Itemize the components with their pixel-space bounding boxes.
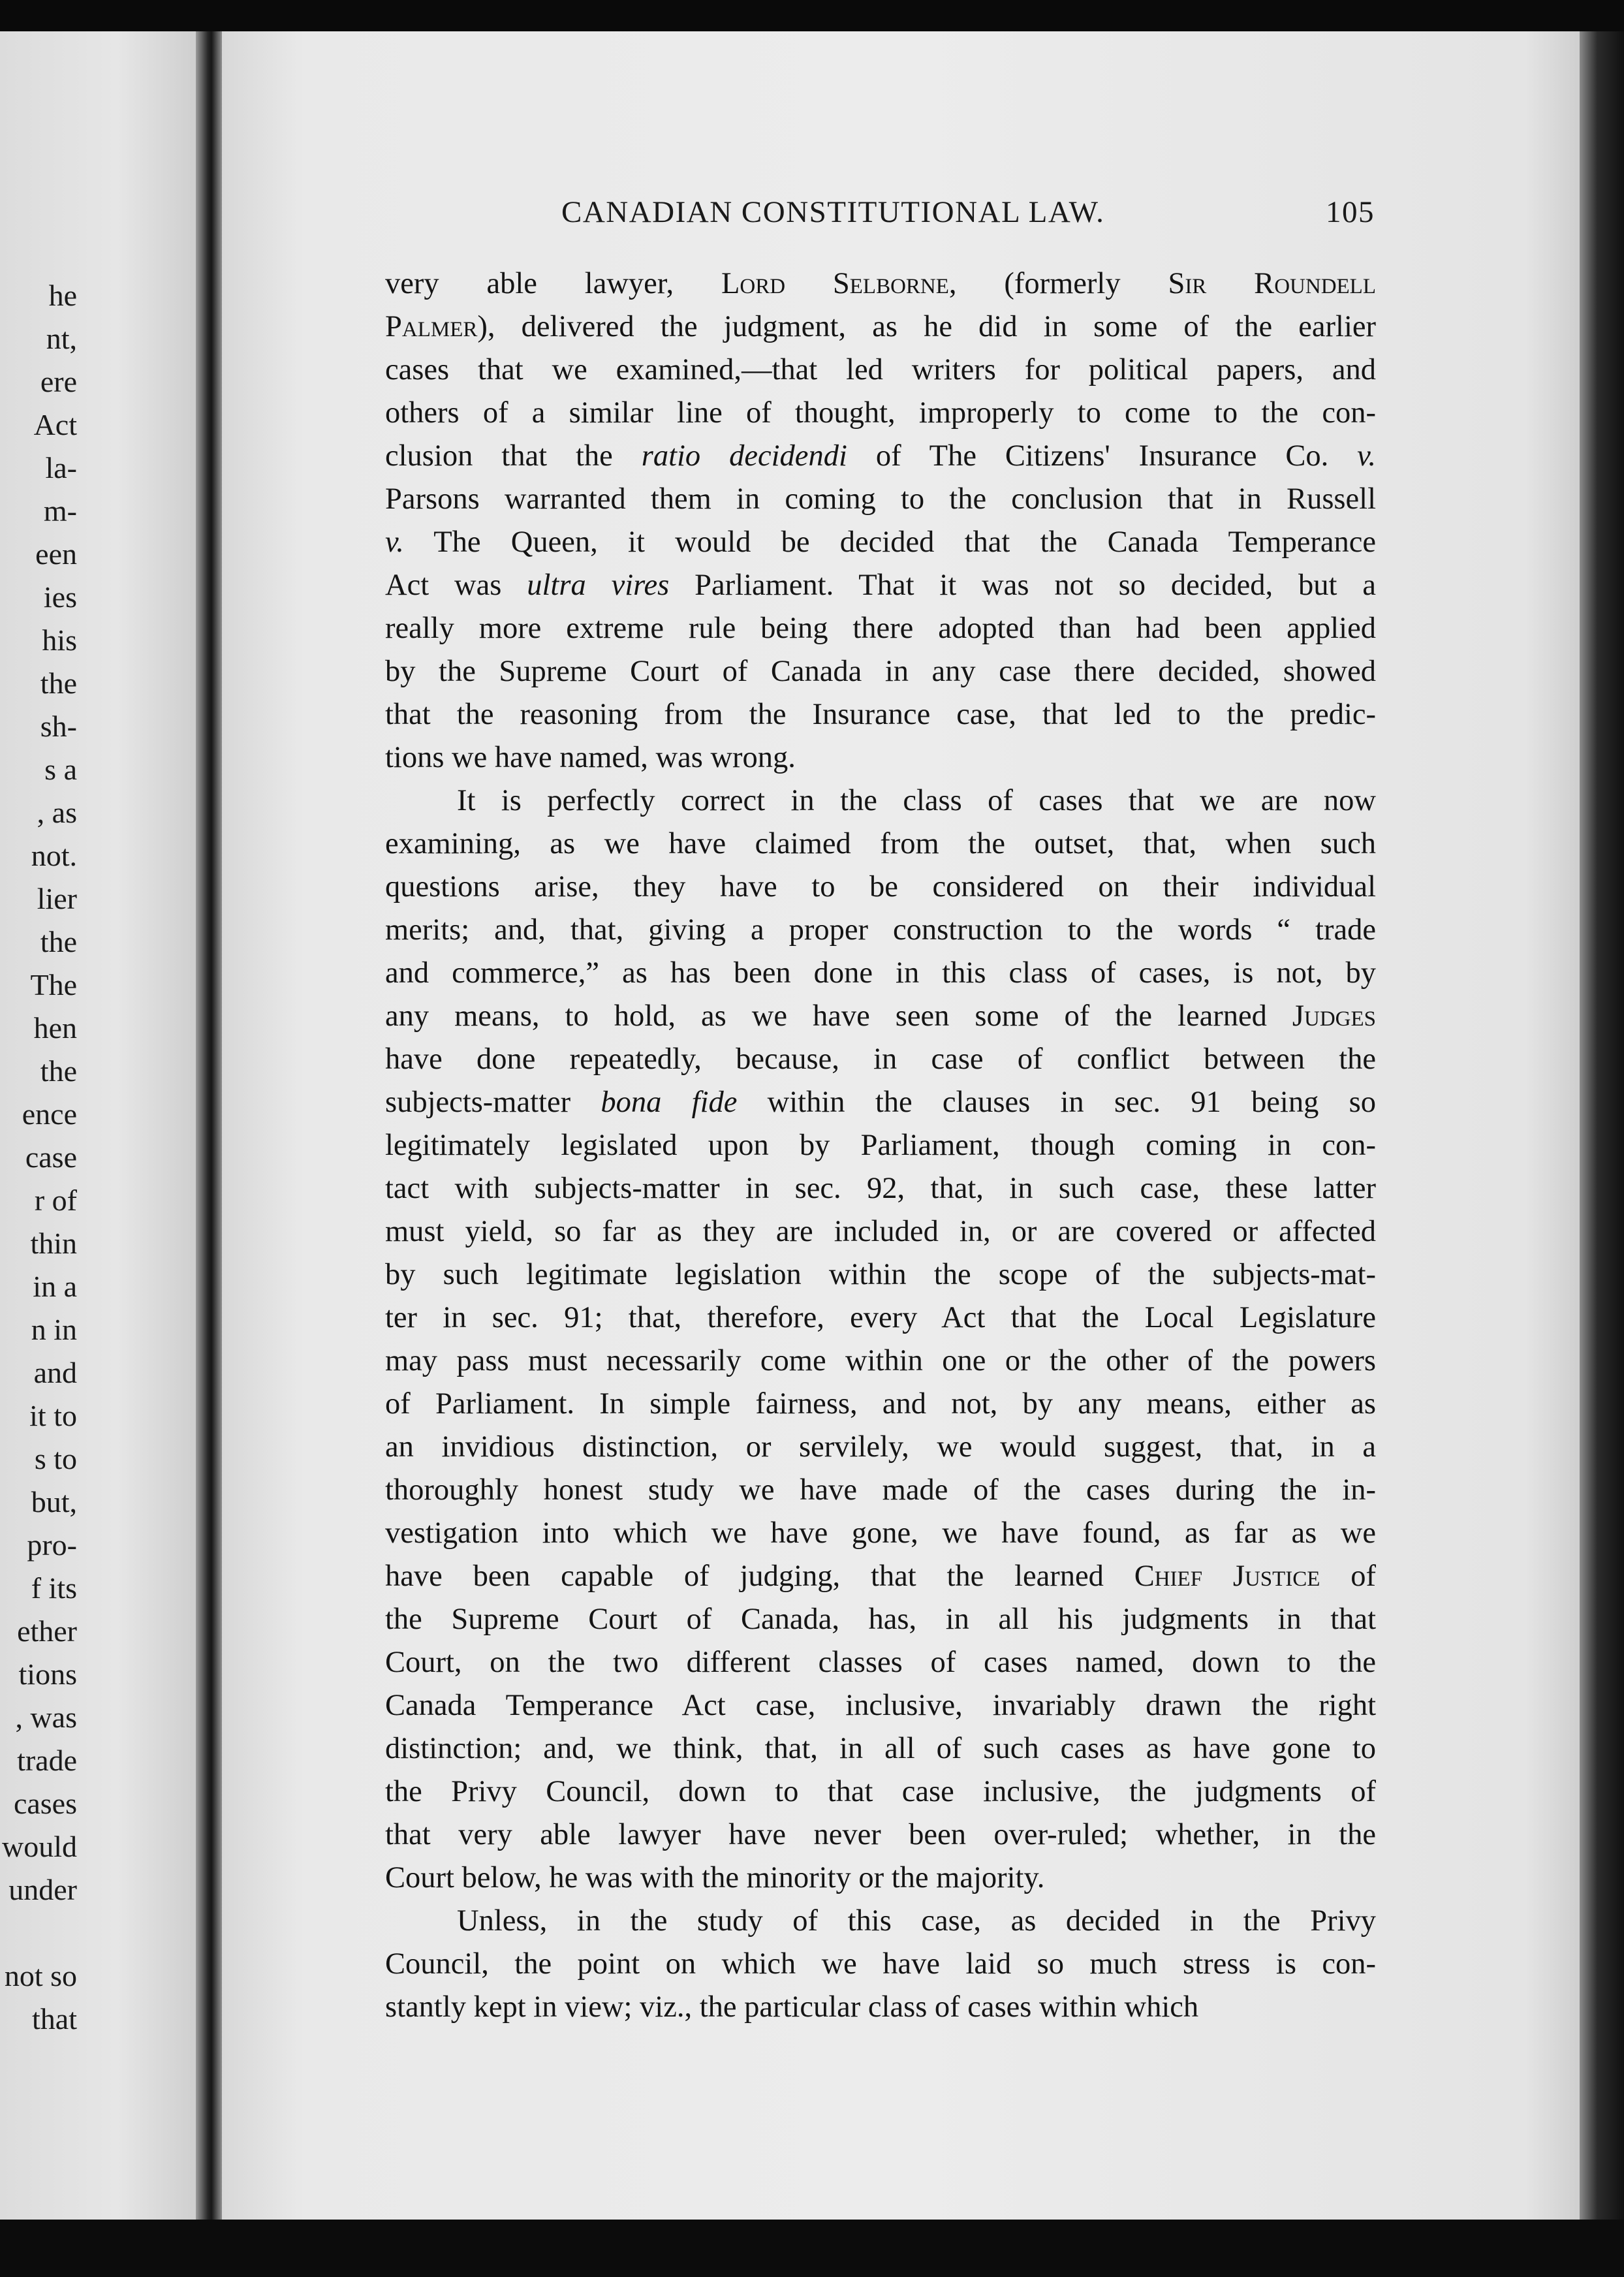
text-run: the Supreme Court of Canada, has, in all his judgments in that [385,1603,1376,1636]
facing-page-fragment: and [33,1356,77,1389]
text-line [385,1770,1376,1814]
text-line [385,1727,1376,1770]
small-caps-text: Palmer [385,310,478,343]
text-run: It is perfectly correct in the class of cases that we are now [457,784,1376,817]
paragraph [385,779,1376,1900]
text-run: may pass must necessarily come within one or the other of the powers [385,1344,1376,1377]
text-line [385,866,1376,909]
text-run: thoroughly honest study we have made of the cases during the in- [385,1473,1376,1507]
text-line [385,693,1376,736]
running-head-title: CANADIAN CONSTITUTIONAL LAW. [561,195,1105,229]
text-line [385,1900,1376,1943]
text-run: very able lawyer, [385,267,721,300]
text-run: Act was [385,569,527,602]
text-run: by such legitimate legislation within the scope of the subjects-mat- [385,1258,1376,1291]
facing-page-fragment: een [35,537,77,571]
text-line [385,1167,1376,1210]
text-run: an invidious distinction, or servilely, we would suggest, that, in a [385,1430,1376,1464]
text-run: legitimately legislated upon by Parliament, though coming in con- [385,1129,1376,1162]
facing-page-fragment: hen [33,1011,77,1044]
book-gutter [196,31,222,2220]
text-line [385,1383,1376,1426]
facing-page-fragment: , was [15,1701,77,1734]
text-line [385,1426,1376,1469]
italic-text: v. [385,526,404,559]
italic-text: ratio decidendi [641,439,847,473]
text-run: Court below, he was with the minority or the majority. [385,1861,1045,1894]
facing-page-fragment: s a [44,753,77,786]
italic-text: bona fide [601,1086,738,1119]
text-run: examining, as we have claimed from the outset, that, when such [385,827,1376,860]
facing-page-fragment: The [30,968,77,1001]
text-run: merits; and, that, giving a proper construction to the words “ trade [385,913,1376,947]
text-run: must yield, so far as they are included in, or are covered or affected [385,1215,1376,1248]
text-line [385,1857,1376,1900]
text-run: stantly kept in view; viz., the particular class of cases within which [385,1990,1199,2024]
scan-border-top [0,0,1624,31]
text-line [385,1210,1376,1253]
facing-page-fragment: ether [17,1614,77,1648]
facing-page-fragment: cases [13,1787,77,1820]
text-run: the Privy Council, down to that case inclusive, the judgments of [385,1775,1376,1808]
text-line [385,1512,1376,1555]
facing-page-fragment: under [8,1873,77,1906]
facing-page-fragment: the [40,1054,77,1088]
facing-page-fragment: lier [37,882,77,915]
facing-page-fragment: tions [18,1657,77,1691]
text-line [385,1684,1376,1727]
small-caps-text: Judges [1292,999,1376,1033]
text-run: ), delivered the judgment, as he did in some of the earlier [477,310,1376,343]
text-run: Court, on the two different classes of cases named, down to the [385,1646,1376,1679]
facing-page-fragment: n in [31,1313,77,1346]
text-line [385,1986,1376,2029]
text-run: within the clauses in sec. 91 being so [737,1086,1376,1119]
small-caps-text: Lord Selborne [721,267,949,300]
text-line [385,1469,1376,1512]
text-line [385,521,1376,564]
text-run: of Parliament. In simple fairness, and not, by any means, either as [385,1387,1376,1421]
text-line [385,1641,1376,1684]
facing-page-fragment: but, [31,1485,77,1518]
text-line [385,262,1376,306]
text-run: others of a similar line of thought, improperly to come to the con- [385,396,1376,430]
text-run: Unless, in the study of this case, as decided in the Privy [457,1904,1376,1938]
text-line [385,478,1376,521]
facing-page-fragment: s to [34,1442,77,1475]
text-line [385,736,1376,779]
facing-page-fragment: case [25,1140,77,1174]
facing-page-fragment: not. [31,839,77,872]
text-line [385,435,1376,478]
text-line [385,909,1376,952]
text-run: tact with subjects-matter in sec. 92, that, in such case, these latter [385,1172,1376,1205]
text-line [385,1038,1376,1081]
paragraph [385,1900,1376,2029]
text-run: distinction; and, we think, that, in all of such cases as have gone to [385,1732,1376,1765]
text-line [385,650,1376,693]
facing-page-fragment: the [40,667,77,700]
text-line [385,1124,1376,1167]
text-line [385,306,1376,349]
facing-page-fragment: that [32,2002,77,2035]
facing-page-fragment: thin [30,1227,77,1260]
text-run: Council, the point on which we have laid so much stress is con- [385,1947,1376,1981]
facing-page-fragment: not so [4,1959,77,1992]
facing-page-fragment: his [42,623,77,657]
text-line [385,1081,1376,1124]
text-run: have done repeatedly, because, in case of conflict between the [385,1043,1376,1076]
small-caps-text: Sir Roundell [1168,267,1376,300]
text-line [385,995,1376,1038]
italic-text: ultra vires [527,569,670,602]
facing-page-fragment: ence [22,1097,77,1131]
facing-page-fragment: f its [31,1571,77,1605]
paragraph [385,262,1376,779]
running-head [338,168,1375,229]
text-line [385,779,1376,823]
text-run: , (formerly [948,267,1168,300]
text-line [385,392,1376,435]
text-line [385,1598,1376,1641]
facing-page-fragment: Act [33,408,77,441]
text-line [385,607,1376,650]
facing-page-fragment: trade [17,1744,77,1777]
italic-text: v. [1357,439,1376,473]
text-run: clusion that the [385,439,642,473]
facing-page-fragment: la- [45,451,77,484]
text-line [385,952,1376,995]
text-run: ter in sec. 91; that, therefore, every Act that the Local Legislature [385,1301,1376,1334]
body-text [385,262,1376,2029]
facing-page-fragment: sh- [40,710,77,743]
text-line [385,564,1376,607]
text-run: tions we have named, was wrong. [385,741,796,774]
text-run: Parliament. That it was not so decided, but a [669,569,1376,602]
scan-border-right [1580,31,1624,2220]
text-run: of The Citizens' Insurance Co. [847,439,1358,473]
facing-page-fragment: would [2,1830,77,1863]
facing-page-fragment: he [48,279,77,312]
facing-page-fragment: m- [43,494,77,527]
facing-page-fragment: the [40,925,77,958]
small-caps-text: Chief Justice [1134,1560,1320,1593]
text-run: that the reasoning from the Insurance case, that led to the predic- [385,698,1376,731]
text-run: really more extreme rule being there adopted than had been applied [385,612,1376,645]
facing-page-left [0,31,196,2220]
text-run: The Queen, it would be decided that the Canada Temperance [403,526,1376,559]
text-line [385,1253,1376,1296]
text-run: and commerce,” as has been done in this class of cases, is not, by [385,956,1376,990]
text-line [385,349,1376,392]
text-run: of [1320,1560,1376,1593]
facing-page-fragment: it to [29,1399,77,1432]
text-line [385,1296,1376,1340]
facing-page-fragment: ere [40,365,77,398]
text-run: have been capable of judging, that the learned [385,1560,1134,1593]
text-line [385,1340,1376,1383]
text-line [385,1943,1376,1986]
text-run: vestigation into which we have gone, we have found, as far as we [385,1516,1376,1550]
text-run: Canada Temperance Act case, inclusive, invariably drawn the right [385,1689,1376,1722]
text-run: any means, to hold, as we have seen some of the learned [385,999,1292,1033]
text-run: that very able lawyer have never been over-ruled; whether, in the [385,1818,1376,1851]
text-run: by the Supreme Court of Canada in any case there decided, showed [385,655,1376,688]
text-run: questions arise, they have to be considered on their individual [385,870,1376,903]
text-line [385,1555,1376,1598]
text-run: subjects-matter [385,1086,601,1119]
text-run: cases that we examined,—that led writers for political papers, and [385,353,1376,386]
facing-page-fragment: nt, [46,322,77,355]
facing-page-fragment: in a [33,1270,77,1303]
facing-page-fragment: , as [37,796,77,829]
facing-page-fragment: r of [34,1184,77,1217]
page-number: 105 [1326,195,1375,229]
scan-border-bottom [0,2220,1624,2277]
text-line [385,1814,1376,1857]
text-run: Parsons warranted them in coming to the conclusion that in Russell [385,482,1376,516]
text-line [385,823,1376,866]
facing-page-fragment: ies [43,580,77,614]
facing-page-fragment: pro- [27,1528,77,1562]
